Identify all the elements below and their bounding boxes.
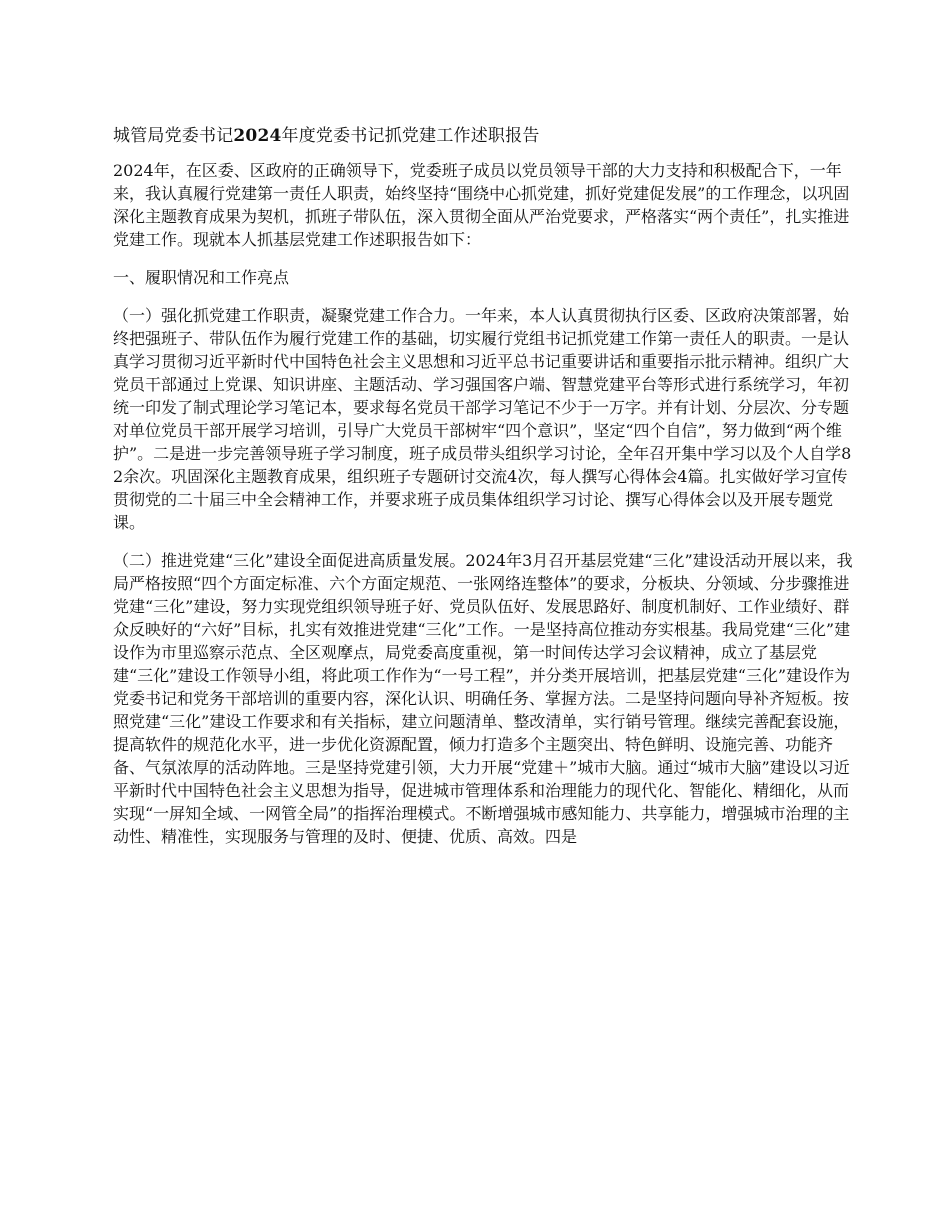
title-prefix: 城管局党委书记	[113, 126, 234, 146]
document-title	[113, 124, 853, 148]
intro-paragraph: 2024年，在区委、区政府的正确领导下，党委班子成员以党员领导干部的大力支持和积极配合下，一年来，我认真履行党建第一责任人职责，始终坚持“围绕中心抓党建，抓好党建促发展”的工作理念，以巩固深化主题教育成果为契机，抓班子带队伍，深入贯彻全面从严治党要求，严格落实“两个责任”，扎实推进党建工作。现就本人抓基层党建工作述职报告如下：	[113, 161, 850, 249]
paragraph-1: （一）强化抓党建工作职责，凝聚党建工作合力。一年来，本人认真贯彻执行区委、区政府决策部署，始终把强班子、带队伍作为履行党建工作的基础，切实履行党组书记抓党建工作第一责任人的职责。一是认真学习贯彻习近平新时代中国特色社会主义思想和习近平总书记重要讲话和重要指示批示精神。组织广大党员干部通过上党课、知识讲座、主题活动、学习强国客户端、智慧党建平台等形式进行系统学习，年初统一印发了制式理论学习笔记本，要求每名党员干部学习笔记不少于一万字。并有计划、分层次、分专题对单位党员干部开展学习培训，引导广大党员干部树牢“四个意识”，坚定“四个自信”，努力做到“两个维护”。二是进一步完善领导班子学习制度，班子成员带头组织学习讨论，全年召开集中学习以及个人自学82余次。巩固深化主题教育成果，组织班子专题研讨交流4次，每人撰写心得体会4篇。扎实做好学习宣传贯彻党的二十届三中全会精神工作，并要求班子成员集体组织学习讨论、撰写心得体会以及开展专题党课。	[113, 306, 852, 532]
title-year: 2024	[233, 126, 282, 146]
section-heading: 一、履职情况和工作亮点	[113, 268, 290, 287]
document-page	[113, 124, 853, 863]
title-suffix: 年度党委书记抓党建工作述职报告	[281, 126, 540, 146]
paragraph-2: （二）推进党建“三化”建设全面促进高质量发展。2024年3月召开基层党建“三化”建设活动开展以来，我局严格按照“四个方面定标准、六个方面定规范、一张网络连整体”的要求，分板块、分领域、分步骤推进党建“三化”建设，努力实现党组织领导班子好、党员队伍好、发展思路好、制度机制好、工作业绩好、群众反映好的“六好”目标，扎实有效推进党建“三化”工作。一是坚持高位推动夯实根基。我局党建“三化”建设作为市里巡察示范点、全区观摩点，局党委高度重视，第一时间传达学习会议精神，成立了基层党建“三化”建设工作领导小组，将此项工作作为“一号工程”，并分类开展培训，把基层党建“三化”建设作为党委书记和党务干部培训的重要内容，深化认识、明确任务、掌握方法。二是坚持问题向导补齐短板。按照党建“三化”建设工作要求和有关指标，建立问题清单、整改清单，实行销号管理。继续完善配套设施，提高软件的规范化水平，进一步优化资源配置，倾力打造多个主题突出、特色鲜明、设施完善、功能齐备、气氛浓厚的活动阵地。三是坚持党建引领，大力开展“党建＋”城市大脑。通过“城市大脑”建设以习近平新时代中国特色社会主义思想为指导，促进城市管理体系和治理能力的现代化、智能化、精细化，从而实现“一屏知全域、一网管全局”的指挥治理模式。不断增强城市感知能力、共享能力，增强城市治理的主动性、精准性，实现服务与管理的及时、便捷、优质、高效。四是	[113, 551, 853, 846]
